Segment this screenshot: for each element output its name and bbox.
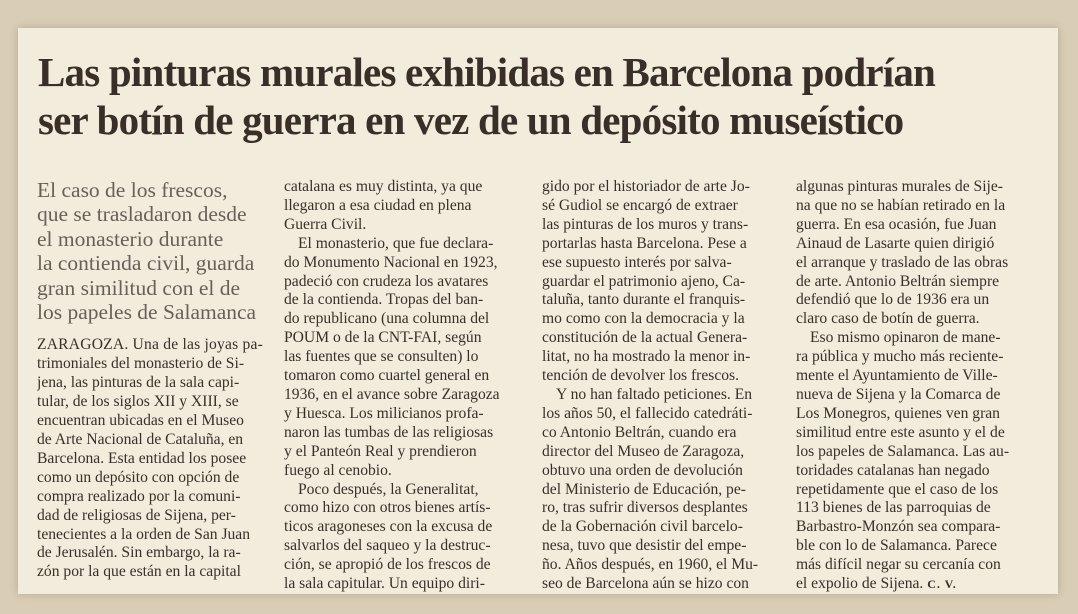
- body-line: nesa, tuvo que desistir del empe-: [542, 537, 747, 555]
- body-line: de la Gobernación civil barcelo-: [542, 518, 743, 536]
- body-line: trimoniales del monasterio de Si-: [37, 355, 245, 373]
- body-line: tenecientes a la orden de San Juan: [37, 525, 251, 543]
- body-paragraph: [542, 386, 784, 594]
- dek-line: El caso de los frescos,: [37, 178, 228, 202]
- body-line: fuego al cenobio.: [284, 461, 392, 479]
- body-line: como hizo con otros bienes artís-: [284, 499, 491, 517]
- body-line: como un depósito con opción de: [37, 468, 240, 486]
- author-signature: C. V.: [927, 577, 957, 592]
- article-column-4: [796, 178, 1042, 594]
- body-line: litat, no ha mostrado la menor in-: [542, 348, 751, 366]
- body-line: naron las tumbas de las religiosas: [284, 423, 494, 441]
- body-line: Los Monegros, quienes ven gran: [796, 404, 1000, 422]
- body-line: las pinturas de los muros y trans-: [542, 215, 749, 233]
- dek-line: la contienda civil, guarda: [37, 251, 255, 276]
- body-line: padeció con crudeza los avatares: [284, 272, 489, 290]
- body-line: mente el Ayuntamiento de Ville-: [796, 367, 998, 385]
- body-line: Barbastro-Monzón sea compara-: [796, 518, 1001, 536]
- body-line: de Jerusalén. Sin embargo, la ra-: [37, 544, 241, 562]
- dek-line: los papeles de Salamanca: [37, 300, 257, 325]
- body-line: las fuentes que se consulten) lo: [284, 348, 479, 366]
- body-line: POUM o de la CNT-FAI, según: [284, 329, 482, 347]
- body-line: catalana es muy distinta, ya que: [284, 178, 483, 195]
- body-line: co Antonio Beltrán, cuando era: [542, 423, 737, 441]
- body-paragraph: [37, 336, 272, 582]
- body-line: los papeles de Salamanca. Las au-: [796, 442, 1010, 460]
- dek-line: que se trasladaron desde: [37, 202, 247, 227]
- body-paragraph: [796, 178, 1042, 329]
- dek-line: gran similitud con el de: [37, 275, 241, 300]
- body-line: y Huesca. Los milicianos profa-: [284, 404, 484, 422]
- dek-line: el monasterio durante: [37, 226, 224, 251]
- body-line: nueva de Sijena y la Comarca de: [796, 385, 1001, 403]
- body-line: tomaron como cuartel general en: [284, 367, 490, 385]
- body-line: y el Panteón Real y prendieron: [284, 442, 477, 460]
- body-line: más difícil negar su cercanía con: [796, 556, 1001, 574]
- article-column-1: [37, 178, 272, 582]
- body-line: El monasterio, que fue declara-: [298, 234, 494, 252]
- body-line: el arranque y traslado de las obras: [796, 253, 1009, 271]
- body-line: similitud entre este asunto y el de: [796, 423, 1005, 441]
- body-line: del Ministerio de Educación, pe-: [542, 480, 746, 498]
- body-line: ticos aragoneses con la excusa de: [284, 518, 493, 536]
- body-line: ño. Años después, en 1960, el Mu-: [542, 556, 759, 574]
- body-line: de la contienda. Tropas del ban-: [284, 291, 484, 309]
- body-line: claro caso de botín de guerra.: [796, 310, 980, 328]
- body-line: guardar el patrimonio ajeno, Ca-: [542, 272, 746, 290]
- body-line: llegaron a esa ciudad en plena: [284, 196, 472, 214]
- newspaper-clipping: [18, 28, 1058, 594]
- body-line: jena, las pinturas de la sala capi-: [37, 374, 240, 392]
- body-line: de Arte Nacional de Cataluña, en: [37, 430, 244, 448]
- body-line: ción, se apropió de los frescos de: [284, 556, 491, 574]
- body-line: Barcelona. Esta entidad los posee: [37, 449, 247, 467]
- body-line: Guerra Civil.: [284, 215, 367, 233]
- body-line: ble con lo de Salamanca. Parece: [796, 537, 997, 555]
- body-line: constitución de la actual Genera-: [542, 329, 748, 347]
- body-line: taluña, tanto durante el franquis-: [542, 291, 746, 309]
- body-paragraph: [284, 178, 528, 235]
- body-paragraph: [284, 481, 528, 594]
- body-line: dad de religiosas de Sijena, per-: [37, 506, 236, 524]
- body-line: salvarlos del saqueo y la destruc-: [284, 537, 491, 555]
- body-line: ro, tras sufrir diversos desplantes: [542, 499, 748, 517]
- body-line: tención de devolver los frescos.: [542, 367, 740, 385]
- body-line: Ainaud de Lasarte quien dirigió: [796, 234, 995, 252]
- body-line: na que no se habían retirado en la: [796, 196, 1006, 214]
- body-line: guerra. En esa ocasión, fue Juan: [796, 215, 997, 233]
- body-line: do republicano (una columna del: [284, 310, 490, 328]
- body-line: obtuvo una orden de devolución: [542, 461, 743, 479]
- body-line: portarlas hasta Barcelona. Pese a: [542, 234, 747, 252]
- body-line: los años 50, el fallecido catedráti-: [542, 404, 753, 422]
- article-column-3: [542, 178, 784, 594]
- body-line: defendió que lo de 1936 era un: [796, 291, 990, 309]
- body-line: tular, de los siglos XII y XIII, se: [37, 393, 239, 411]
- body-line: mo como con la democracia y la: [542, 310, 745, 328]
- body-line: Y no han faltado peticiones. En: [556, 385, 753, 403]
- body-line: de arte. Antonio Beltrán siempre: [796, 272, 1000, 290]
- article-column-2: [284, 178, 528, 594]
- body-line: seo de Barcelona aún se hizo con: [542, 575, 749, 593]
- body-line: compra realizado por la comuni-: [37, 487, 241, 505]
- body-line: gido por el historiador de arte Jo-: [542, 178, 750, 195]
- dek-subheadline: [37, 178, 272, 324]
- body-line-final: [796, 575, 1042, 594]
- body-line-text: el expolio de Sijena.: [796, 575, 924, 593]
- body-line: do Monumento Nacional en 1923,: [284, 253, 498, 271]
- body-line: ra pública y mucho más reciente-: [796, 348, 1004, 366]
- headline-line-2: ser botín de guerra en vez de un depósito museístico: [38, 97, 904, 143]
- body-line: ese supuesto interés por salva-: [542, 253, 732, 271]
- body-line: 113 bienes de las parroquias de: [796, 499, 991, 517]
- body-line: director del Museo de Zaragoza,: [542, 442, 745, 460]
- body-paragraph: [542, 178, 784, 386]
- body-line: sé Gudiol se encargó de extraer: [542, 196, 738, 214]
- body-line: 1936, en el avance sobre Zaragoza: [284, 385, 500, 403]
- body-line: Eso mismo opinaron de mane-: [810, 329, 1001, 347]
- body-line: Poco después, la Generalitat,: [298, 480, 479, 498]
- body-paragraph: [284, 235, 528, 481]
- dateline: ZARAGOZA. Una de las joyas pa-: [37, 336, 263, 354]
- body-line: toridades catalanas han negado: [796, 461, 990, 479]
- body-line: repetidamente que el caso de los: [796, 480, 999, 498]
- body-paragraph: [796, 329, 1042, 594]
- body-line: zón por la que están en la capital: [37, 563, 241, 581]
- headline-line-1: Las pinturas murales exhibidas en Barcelona podrían: [38, 49, 936, 95]
- body-line: la sala capitular. Un equipo diri-: [284, 575, 485, 593]
- headline: [38, 48, 1038, 144]
- body-line: encuentran ubicadas en el Museo: [37, 412, 244, 430]
- body-line: algunas pinturas murales de Sije-: [796, 178, 1003, 195]
